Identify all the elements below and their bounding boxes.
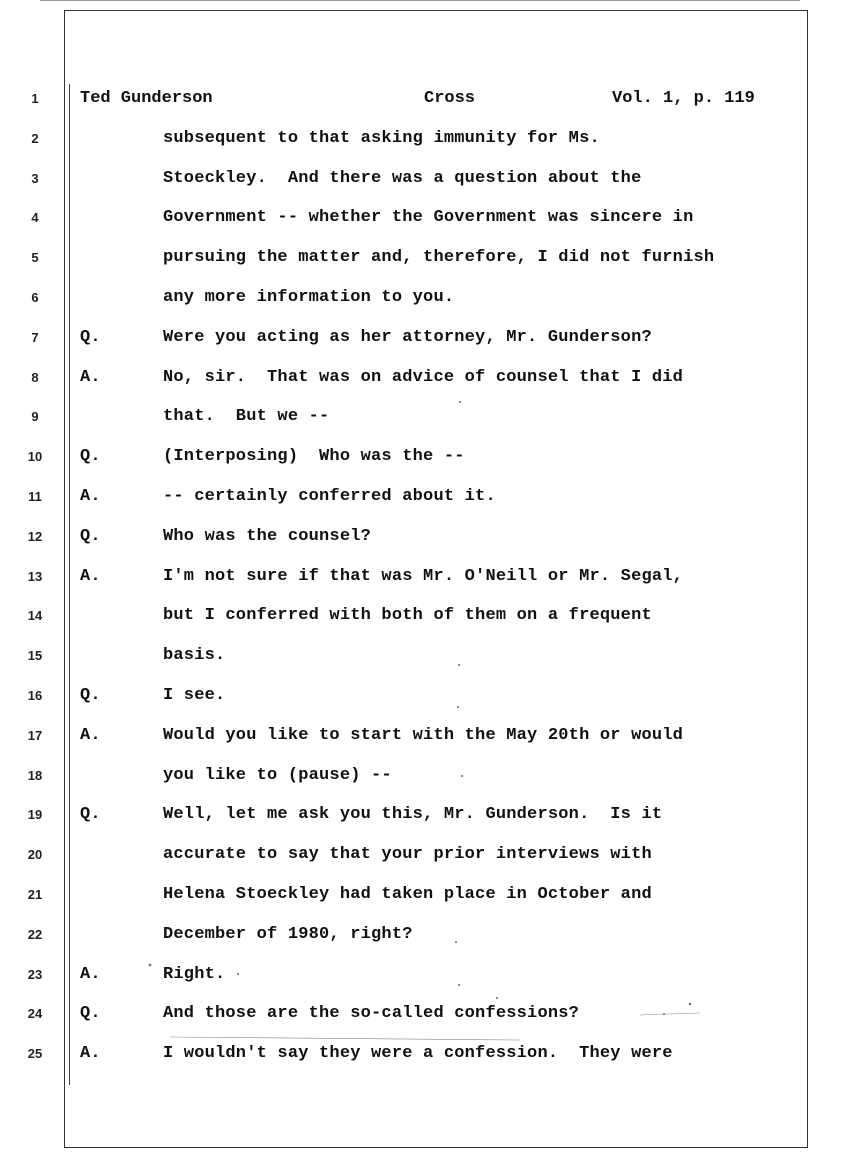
line-text: but I conferred with both of them on a frequent [163,606,652,626]
line-number: 2 [31,130,39,146]
line-number: 5 [31,250,39,266]
line-number: 13 [27,568,43,584]
header-volume-page: Vol. 1, p. 119 [612,89,755,108]
line-text: Helena Stoeckley had taken place in October and [163,885,652,904]
line-number: 17 [27,727,43,743]
line-number: 23 [27,966,43,982]
line-text: Government -- whether the Government was sincere in [163,208,694,228]
line-number: 10 [27,449,43,465]
speaker-marker: Q. [80,686,101,705]
line-text: pursuing the matter and, therefore, I did not furnish [163,248,715,268]
speaker-marker: Q. [80,526,101,546]
line-text: Stoeckley. And there was a question about the [163,168,642,188]
speaker-marker: A. [80,487,101,506]
speaker-marker: A. [80,566,101,586]
line-number: 24 [27,1006,43,1022]
line-number: 1 [31,91,39,106]
line-number: 15 [27,648,43,664]
speaker-marker: Q. [80,327,101,347]
line-number: 9 [31,409,39,425]
header-section: Cross [424,89,476,108]
line-number: 14 [27,608,43,624]
speaker-marker: Q. [80,805,101,825]
line-number: 12 [27,528,43,544]
line-number: 19 [27,807,43,823]
line-number: 16 [27,688,43,703]
line-text: Would you like to start with the May 20th or would [163,725,684,745]
line-text: December of 1980, right? [163,924,413,944]
line-number: 11 [28,489,42,504]
line-text: Who was the counsel? [163,526,372,546]
speaker-marker: A. [80,725,101,745]
line-text: that. But we -- [163,407,330,427]
line-number: 8 [31,369,39,385]
line-text: subsequent to that asking immunity for Ms. [163,128,600,148]
line-number: 4 [31,210,39,226]
line-text: No, sir. That was on advice of counsel that I did [163,367,684,387]
line-number: 22 [27,926,43,942]
line-text: Were you acting as her attorney, Mr. Gunderson? [163,327,652,347]
line-text: accurate to say that your prior interviews with [163,845,652,865]
line-text: you like to (pause) -- [163,765,392,785]
line-text: I see. [163,686,226,705]
speaker-marker: A. [80,1044,101,1064]
speaker-marker: Q. [80,447,101,467]
line-text: -- certainly conferred about it. [163,487,496,506]
speaker-marker: A. [80,964,101,984]
line-text: any more information to you. [163,288,455,307]
line-number: 6 [31,290,39,305]
line-number: 7 [31,329,39,345]
line-text: I'm not sure if that was Mr. O'Neill or Mr. Segal, [163,566,684,586]
line-text: Right. [163,964,226,984]
scan-top-edge [40,0,800,4]
line-number: 3 [31,170,39,186]
line-text: basis. [163,646,226,666]
line-number: 18 [27,767,43,783]
speaker-marker: A. [80,367,101,387]
line-text: I wouldn't say they were a confession. They were [163,1044,673,1064]
line-text: And those are the so-called confessions? [163,1004,580,1024]
line-number: 20 [27,847,43,863]
line-text: (Interposing) Who was the -- [163,447,465,467]
line-text: Well, let me ask you this, Mr. Gunderson. Is it [163,805,663,825]
speaker-marker: Q. [80,1004,101,1024]
line-number: 25 [27,1046,43,1062]
left-margin-rule [69,84,70,1085]
header-witness: Ted Gunderson [80,89,213,108]
line-number: 21 [27,887,43,902]
